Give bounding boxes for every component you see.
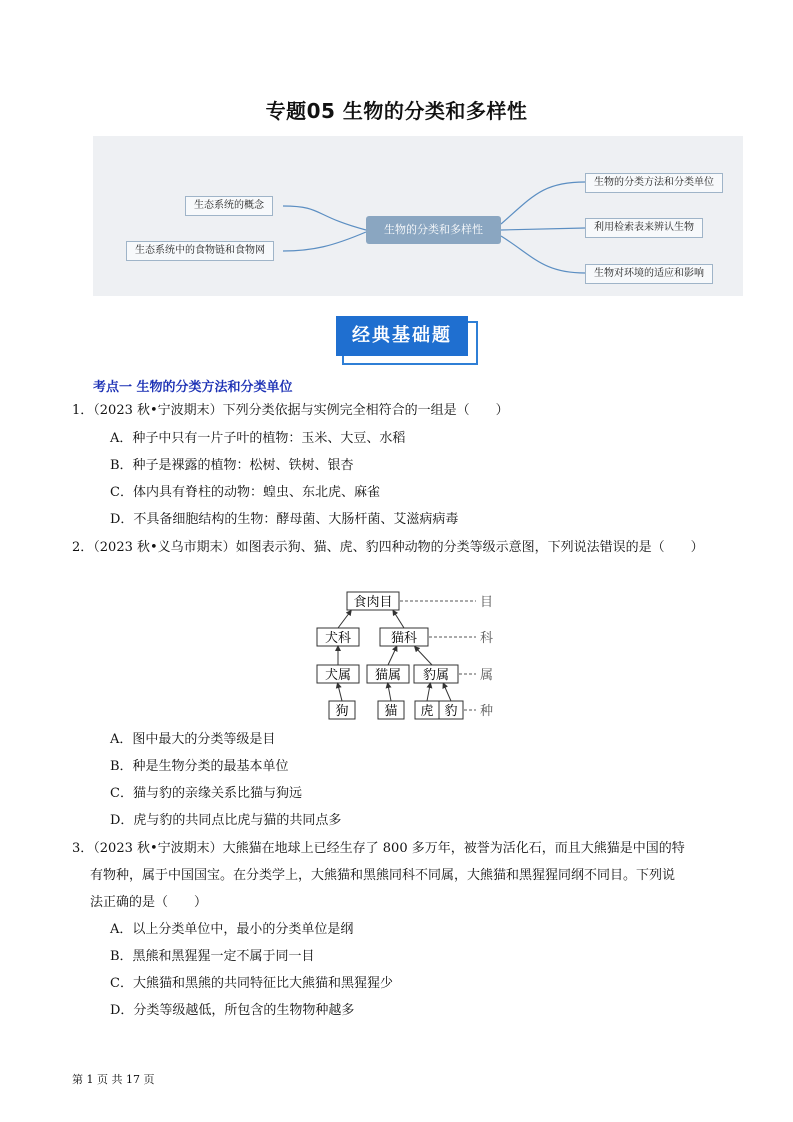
mindmap-node-key-identification: 利用检索表来辨认生物 <box>585 218 703 238</box>
section-heading: 考点一 生物的分类方法和分类单位 <box>93 380 293 395</box>
tree-species-leopard: 豹 <box>444 704 458 719</box>
mindmap <box>93 136 743 296</box>
tree-genus-leopard: 豹属 <box>422 668 450 683</box>
question-3-option-a: A．以上分类单位中，最小的分类单位是纲 <box>110 922 354 937</box>
tree-rank-family: 科 <box>480 631 494 646</box>
tree-family-cat: 猫科 <box>390 631 418 646</box>
question-1-option-d: D．不具备细胞结构的生物：酵母菌、大肠杆菌、艾滋病病毒 <box>110 512 459 527</box>
tree-family-dog: 犬科 <box>324 631 352 646</box>
question-2-option-d: D．虎与豹的共同点比虎与猫的共同点多 <box>110 813 342 828</box>
question-3-stem-line-2: 有物种，属于中国国宝。在分类学上，大熊猫和黑熊同科不同属，大熊猫和黑猩猩同纲不同目。下列说 <box>90 868 676 883</box>
page-footer: 第 1 页 共 17 页 <box>72 1073 155 1086</box>
question-1-option-c: C．体内具有脊柱的动物：蝗虫、东北虎、麻雀 <box>110 485 380 500</box>
mindmap-node-classification-method: 生物的分类方法和分类单位 <box>585 173 723 193</box>
question-3-option-b: B．黑熊和黑猩猩一定不属于同一目 <box>110 949 315 964</box>
question-1-option-b: B．种子是裸露的植物：松树、铁树、银杏 <box>110 458 354 473</box>
question-1-stem: 1．（2023 秋•宁波期末）下列分类依据与实例完全相符合的一组是（ ） <box>72 403 509 418</box>
question-3-option-c: C．大熊猫和黑熊的共同特征比大熊猫和黑猩猩少 <box>110 976 393 991</box>
question-2-option-a: A．图中最大的分类等级是目 <box>110 732 276 747</box>
question-3-stem-line-1: 3．（2023 秋•宁波期末）大熊猫在地球上已经生存了 800 多万年，被誉为活化石，而且大熊猫是中国的特 <box>72 841 685 856</box>
mindmap-node-ecosystem-concept: 生态系统的概念 <box>185 196 273 216</box>
question-2-option-c: C．猫与豹的亲缘关系比猫与狗远 <box>110 786 302 801</box>
classification-tree-svg <box>310 586 500 726</box>
question-1-option-a: A．种子中只有一片子叶的植物：玉米、大豆、水稻 <box>110 431 406 446</box>
tree-genus-cat: 猫属 <box>374 668 402 683</box>
mindmap-center-node: 生物的分类和多样性 <box>366 216 501 244</box>
question-2-option-b: B．种是生物分类的最基本单位 <box>110 759 289 774</box>
tree-order: 食肉目 <box>353 595 393 610</box>
section-badge <box>336 316 476 362</box>
tree-rank-order: 目 <box>480 595 494 610</box>
question-2-stem: 2．（2023 秋•义乌市期末）如图表示狗、猫、虎、豹四种动物的分类等级示意图，下列说法错误的是（ ） <box>72 540 704 555</box>
tree-genus-dog: 犬属 <box>324 668 352 683</box>
tree-species-cat: 猫 <box>384 704 398 719</box>
question-3-stem-line-3: 法正确的是（ ） <box>90 895 208 910</box>
classification-diagram <box>310 586 500 726</box>
mindmap-node-food-chain: 生态系统中的食物链和食物网 <box>126 241 274 261</box>
badge-label: 经典基础题 <box>336 316 468 356</box>
tree-rank-species: 种 <box>480 704 494 719</box>
page-title: 专题05 生物的分类和多样性 <box>265 99 528 123</box>
tree-rank-genus: 属 <box>480 668 494 683</box>
question-3-option-d: D．分类等级越低，所包含的生物物种越多 <box>110 1003 355 1018</box>
tree-species-tiger: 虎 <box>420 704 434 719</box>
mindmap-node-adaptation: 生物对环境的适应和影响 <box>585 264 713 284</box>
tree-species-dog: 狗 <box>335 704 349 719</box>
